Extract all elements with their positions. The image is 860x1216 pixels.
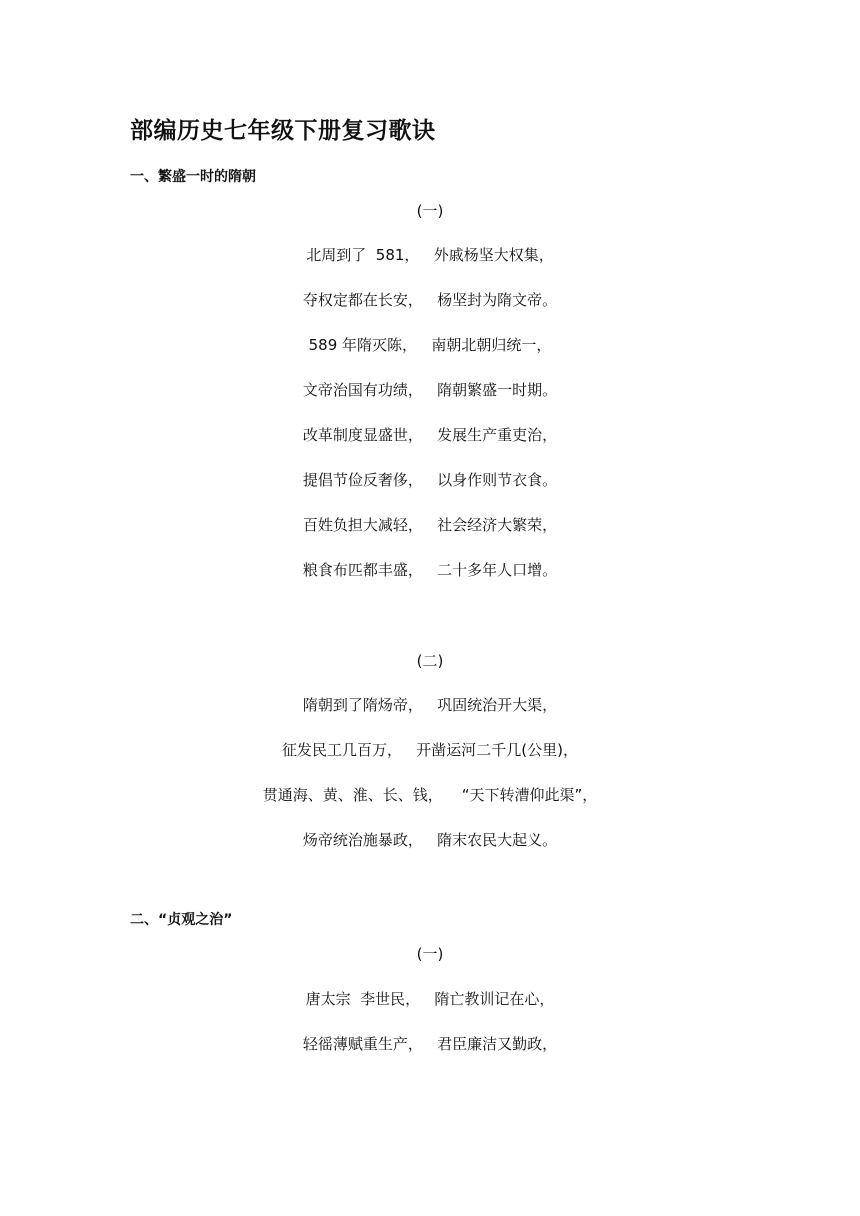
part-label: (二) bbox=[416, 652, 444, 670]
verse-line: 贯通海、黄、淮、长、钱， “天下转漕仰此渠”， bbox=[262, 786, 598, 804]
verse-line: 隋朝到了隋炀帝， 巩固统治开大渠， bbox=[302, 696, 558, 714]
verse-line: 改革制度显盛世， 发展生产重吏治， bbox=[302, 426, 558, 444]
section-heading: 二、“贞观之治” bbox=[130, 912, 233, 928]
part-label: (一) bbox=[416, 945, 444, 963]
verse-line: 粮食布匹都丰盛， 二十多年人口增。 bbox=[302, 561, 558, 579]
verse-line: 文帝治国有功绩， 隋朝繁盛一时期。 bbox=[302, 381, 558, 399]
verse-line: 唐太宗 李世民， 隋亡教训记在心， bbox=[305, 990, 555, 1008]
verse-line: 提倡节俭反奢侈， 以身作则节衣食。 bbox=[302, 471, 558, 489]
verse-line: 百姓负担大减轻， 社会经济大繁荣， bbox=[302, 516, 558, 534]
verse-line: 轻徭薄赋重生产， 君臣廉洁又勤政， bbox=[302, 1035, 558, 1053]
section-heading: 一、繁盛一时的隋朝 bbox=[130, 169, 256, 185]
verse-line: 征发民工几百万， 开凿运河二千几(公里)， bbox=[281, 741, 578, 759]
verse-line: 夺权定都在长安， 杨坚封为隋文帝。 bbox=[302, 291, 558, 309]
part-label: (一) bbox=[416, 202, 444, 220]
verse-line: 炀帝统治施暴政， 隋末农民大起义。 bbox=[302, 831, 558, 849]
verse-line: 589 年隋灭陈， 南朝北朝归统一， bbox=[308, 336, 552, 354]
verse-line: 北周到了 581， 外戚杨坚大权集， bbox=[306, 246, 554, 264]
document-title: 部编历史七年级下册复习歌诀 bbox=[130, 118, 436, 144]
